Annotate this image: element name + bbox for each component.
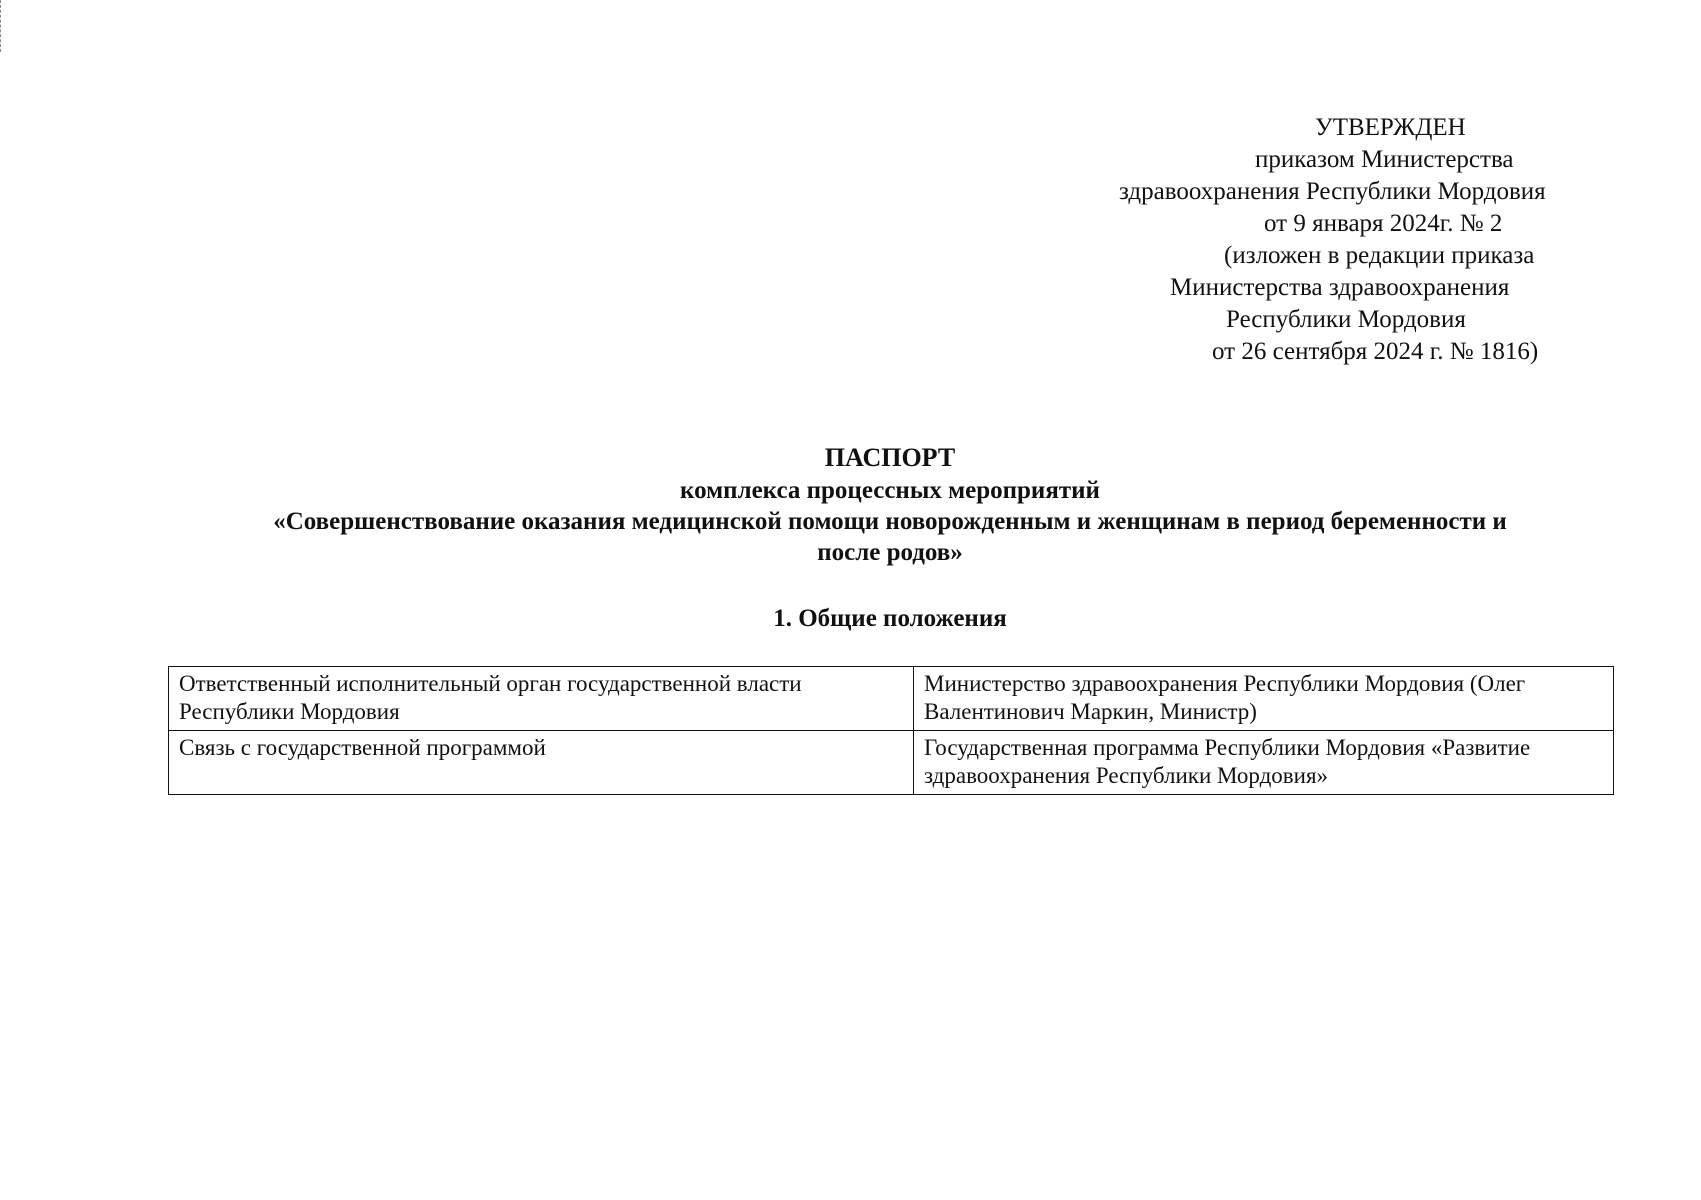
document-subtitle: комплекса процессных мероприятий [680,477,1100,504]
approval-line-6: Республики Мордовия [1226,306,1466,333]
approval-line-2: здравоохранения Республики Мордовия [1119,178,1546,205]
table-cell-label: Ответственный исполнительный орган государственной власти Республики Мордовия [169,667,914,731]
general-provisions-table [168,666,1614,795]
table-row [169,731,1614,795]
program-name-line-1: «Совершенствование оказания медицинской помощи новорожденным и женщинам в период беременности и [273,508,1507,535]
table-row [169,667,1614,731]
approval-line-4: (изложен в редакции приказа [1224,242,1535,269]
program-name-line-2: после родов» [817,539,963,566]
scan-edge-marks [0,0,4,52]
approval-line-3: от 9 января 2024г. № 2 [1264,210,1503,237]
table-cell-value: Государственная программа Республики Мордовия «Развитие здравоохранения Республики Мордовия» [914,731,1614,795]
approval-line-7: от 26 сентября 2024 г. № 1816) [1212,338,1539,365]
document-title-block [160,440,1620,568]
table-cell-value: Министерство здравоохранения Республики Мордовия (Олег Валентинович Маркин, Министр) [914,667,1614,731]
document-title: ПАСПОРТ [824,443,956,472]
section-heading: 1. Общие положения [773,605,1007,632]
approval-line-5: Министерства здравоохранения [1170,274,1510,301]
approval-line-1: приказом Министерства [1255,146,1514,173]
table-cell-label: Связь с государственной программой [169,731,914,795]
approval-heading: УТВЕРЖДЕН [1315,114,1466,141]
